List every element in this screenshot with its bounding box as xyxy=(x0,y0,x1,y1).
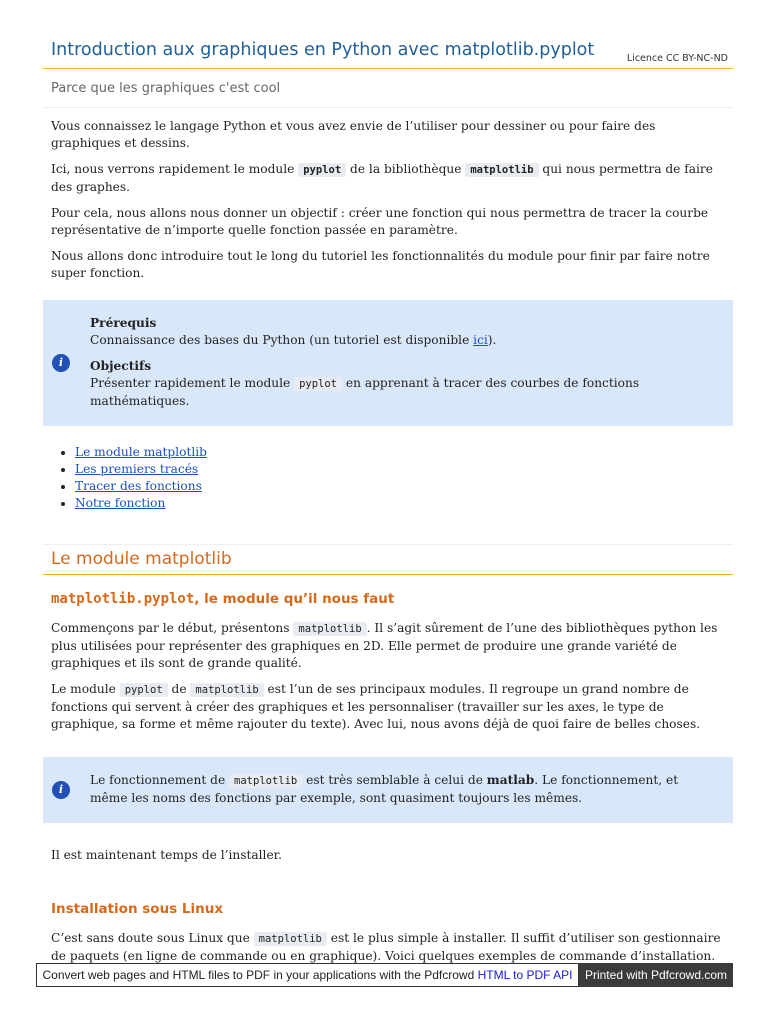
info-callout-matlab xyxy=(43,757,733,823)
toc-item xyxy=(75,444,733,461)
pdfcrowd-promo: Convert web pages and HTML files to PDF in your applications with the Pdfcrowd HTML to PDF API xyxy=(36,963,579,987)
inline-code: matplotlib xyxy=(190,683,263,697)
intro-paragraph-3: Pour cela, nous allons nous donner un objectif : créer une fonction qui nous permettra de tracer la courbe représentative de n’importe quelle fonction passée en paramètre. xyxy=(51,206,709,237)
subtitle-row xyxy=(43,69,733,108)
toc-link-premiers-traces[interactable]: Les premiers tracés xyxy=(75,462,199,476)
page-header xyxy=(43,0,733,69)
toc-item xyxy=(75,478,733,495)
callout-text: Le fonctionnement de matplotlib est très semblable à celui de matlab. Le fonctionnement, et même les noms des fonctions par exemple, sont quasiment toujours les mêmes. xyxy=(90,773,679,805)
prerequisites-title: Prérequis xyxy=(90,316,157,330)
page-content xyxy=(43,0,733,974)
inline-code: matplotlib xyxy=(465,163,538,177)
inline-code: pyplot xyxy=(298,163,346,177)
intro-paragraph-2: Ici, nous verrons rapidement le module pyplot de la bibliothèque matplotlib qui nous permettra de faire des graphes. xyxy=(51,162,713,194)
prerequisites-text: Connaissance des bases du Python (un tutoriel est disponible ici). xyxy=(90,333,497,347)
inline-code: matplotlib xyxy=(254,932,327,946)
toc-link-tracer-fonctions[interactable]: Tracer des fonctions xyxy=(75,479,202,493)
inline-code: matplotlib xyxy=(229,774,302,788)
toc-item xyxy=(75,495,733,512)
section-paragraph-3: Il est maintenant temps de l’installer. xyxy=(51,848,283,862)
pdfcrowd-footer xyxy=(36,963,733,987)
toc-link-notre-fonction[interactable]: Notre fonction xyxy=(75,496,166,510)
section-paragraph-1: Commençons par le début, présentons matplotlib . Il s’agit sûrement de l’une des bibliothèques python les plus utilisées pour représenter des graphiques en 2D. Elle permet de produire une grande variété de graphiques et ils sont de grande qualité. xyxy=(51,621,718,670)
section-paragraph-4: C’est sans doute sous Linux que matplotlib est le plus simple à installer. Il suffit d’utiliser son gestionnaire de paquets (en ligne de commande ou en graphique). Voici quelques exemples de commande d’installation. xyxy=(51,931,721,963)
tutorial-link[interactable]: ici xyxy=(473,333,488,347)
intro-paragraph-4: Nous allons donc introduire tout le long du tutoriel les fonctionnalités du module pour finir par faire notre super fonction. xyxy=(51,249,710,280)
section-heading: Le module matplotlib xyxy=(43,544,733,575)
inline-code: pyplot xyxy=(294,377,342,391)
subsection-heading-linux: Installation sous Linux xyxy=(51,901,224,917)
toc-item xyxy=(75,461,733,478)
info-icon: i xyxy=(52,354,70,372)
info-icon: i xyxy=(52,781,70,799)
objectives-title: Objectifs xyxy=(90,359,152,373)
page-subtitle: Parce que les graphiques c'est cool xyxy=(51,81,281,96)
intro-paragraph-1: Vous connaissez le langage Python et vous avez envie de l’utiliser pour dessiner ou pour faire des graphiques et dessins. xyxy=(51,119,656,150)
subsection-heading: matplotlib.pyplot, le module qu’il nous faut xyxy=(51,591,395,607)
page-title: Introduction aux graphiques en Python avec matplotlib.pyplot xyxy=(51,40,595,60)
inline-code: matplotlib xyxy=(293,622,366,636)
toc-link-module-matplotlib[interactable]: Le module matplotlib xyxy=(75,445,207,459)
license-label: Licence CC BY-NC-ND xyxy=(626,53,728,64)
section-paragraph-2: Le module pyplot de matplotlib est l’un de ses principaux modules. Il regroupe un grand nombre de fonctions qui servent à créer des graphiques et les personnaliser (travailler sur les axes, le type de graphique, sa forme et même rajouter du texte). Avec lui, nous avons déjà de quoi faire de belles choses. xyxy=(51,682,701,731)
html-to-pdf-api-link[interactable]: HTML to PDF API xyxy=(477,968,573,982)
info-callout-prerequisites xyxy=(43,300,733,426)
objectives-block xyxy=(90,358,717,410)
pdfcrowd-printed-badge[interactable]: Printed with Pdfcrowd.com xyxy=(579,963,733,987)
inline-code: pyplot xyxy=(120,683,168,697)
table-of-contents xyxy=(43,444,733,512)
objectives-text: Présenter rapidement le module pyplot en apprenant à tracer des courbes de fonctions mathématiques. xyxy=(90,376,640,408)
prerequisites-block xyxy=(90,315,717,349)
